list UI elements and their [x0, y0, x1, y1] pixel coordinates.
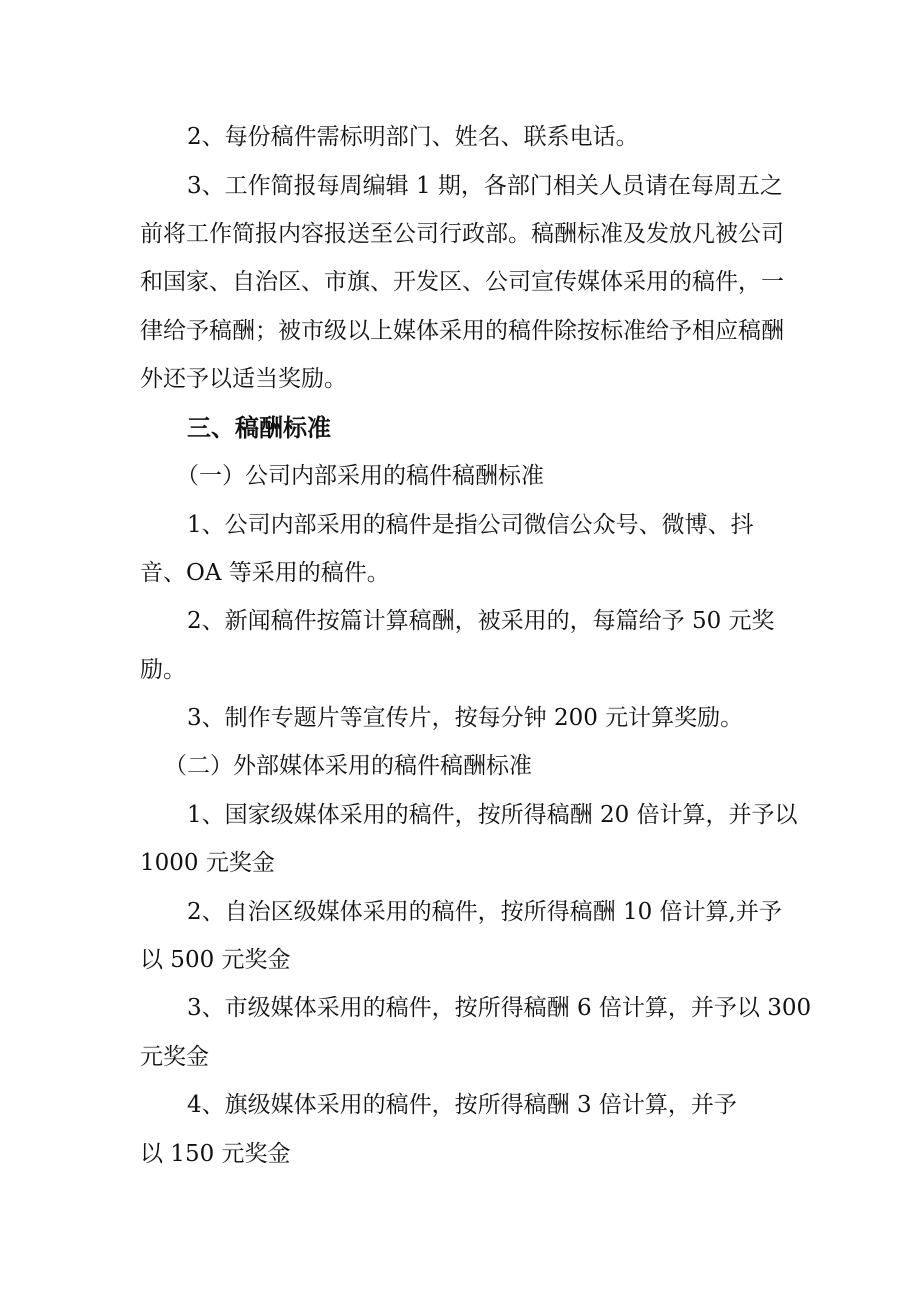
- paragraph-line: 2、自治区级媒体采用的稿件，按所得稿酬 10 倍计算,并予: [187, 899, 782, 925]
- paragraph-line: 3、市级媒体采用的稿件，按所得稿酬 6 倍计算，并予以 300: [187, 995, 812, 1021]
- paragraph-line: 2、新闻稿件按篇计算稿酬，被采用的，每篇给予 50 元奖: [187, 608, 775, 634]
- paragraph-line: 1、公司内部采用的稿件是指公司微信公众号、微博、抖: [187, 512, 754, 538]
- paragraph-line: 以 150 元奖金: [140, 1141, 291, 1167]
- paragraph-line: 律给予稿酬；被市级以上媒体采用的稿件除按标准给予相应稿酬: [140, 318, 784, 344]
- paragraph-line: 2、每份稿件需标明部门、姓名、联系电话。: [187, 124, 639, 150]
- subsection-heading: （二）外部媒体采用的稿件稿酬标准: [164, 753, 532, 779]
- paragraph-line: 前将工作简报内容报送至公司行政部。稿酬标准及发放凡被公司: [140, 221, 784, 247]
- paragraph-line: 音、OA 等采用的稿件。: [140, 560, 390, 586]
- paragraph-line: 励。: [140, 657, 186, 683]
- paragraph-line: 外还予以适当奖励。: [140, 366, 347, 392]
- paragraph-line: 3、工作简报每周编辑 1 期，各部门相关人员请在每周五之: [187, 173, 783, 199]
- paragraph-line: 3、制作专题片等宣传片，按每分钟 200 元计算奖励。: [187, 705, 744, 731]
- paragraph-line: 和国家、自治区、市旗、开发区、公司宣传媒体采用的稿件，一: [140, 269, 784, 295]
- paragraph-line: 1、国家级媒体采用的稿件，按所得稿酬 20 倍计算，并予以: [187, 802, 798, 828]
- paragraph-line: 以 500 元奖金: [140, 947, 291, 973]
- section-heading: 三、稿酬标准: [187, 414, 331, 442]
- paragraph-line: 元奖金: [140, 1044, 209, 1070]
- subsection-heading: （一）公司内部采用的稿件稿酬标准: [176, 463, 544, 489]
- paragraph-line: 1000 元奖金: [140, 850, 275, 876]
- paragraph-line: 4、旗级媒体采用的稿件，按所得稿酬 3 倍计算，并予: [187, 1092, 737, 1118]
